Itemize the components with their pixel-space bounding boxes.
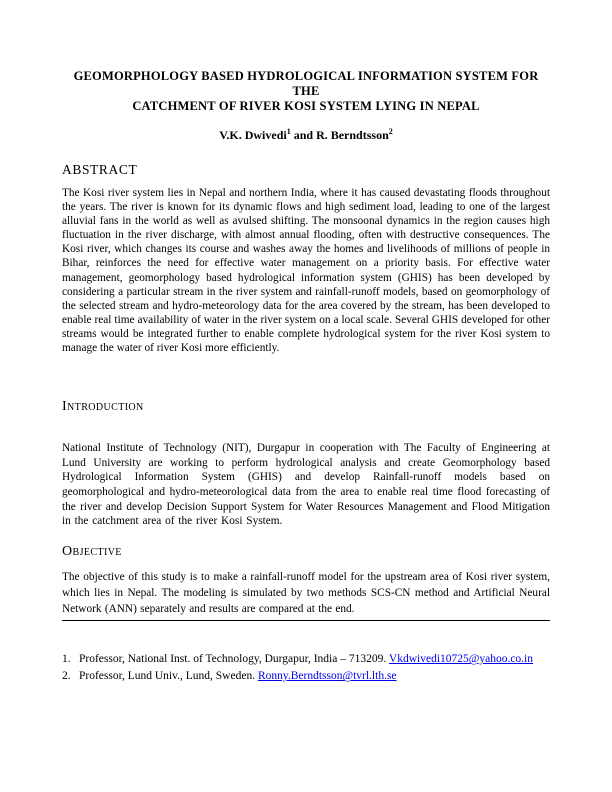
footnote-1	[62, 651, 550, 668]
abstract-heading: ABSTRACT	[62, 162, 138, 177]
authors-separator: and	[290, 128, 317, 142]
footnote-separator-rule	[62, 620, 550, 621]
footnote-2-number: 2.	[62, 670, 71, 683]
abstract-paragraph: The Kosi river system lies in Nepal and northern India, where it has caused devastating floods throughout the years. The river is known for its dynamic flows and high sediment load, leading to one of the largest alluvial fans in the world as well as avulsed shifting. The monsoonal dynamics in the region causes high fluctuation in the river discharge, with almost annual flooding, often with destructive consequences. The Kosi river, which changes its course and washes away the homes and livelihoods of millions of people in Bihar, reinforces the need for effective water management on a priority basis. For effective water management, geomorphology based hydrological information system (GHIS) has been developed by considering a particular stream in the river system and rainfall-runoff models, based on geomorphology of the selected stream and hydro-meteorology data for the area covered by the stream, has been developed to enable real time availability of water in the river system on a local scale. Several GHIS developed for other streams would be integrated further to enable complete hydrological system for the river Kosi system to manage the water of river Kosi more efficiently.	[62, 187, 550, 355]
paper-title-line1: GEOMORPHOLOGY BASED HYDROLOGICAL INFORMATION SYSTEM FOR THE	[73, 69, 539, 98]
footnote-1-affiliation: Professor, National Inst. of Technology, Durgapur, India – 713209.	[79, 653, 389, 666]
footnote-2	[62, 668, 550, 685]
author1-footnote-ref: 1	[286, 127, 291, 136]
footnote-1-text	[79, 651, 550, 668]
objective-paragraph: The objective of this study is to make a rainfall-runoff model for the upstream area of Kosi river system, which lies in Nepal. The modeling is simulated by two methods SCS-CN method and Artificial Neural Network (ANN) separately and results are compared at the end.	[62, 570, 550, 616]
footnote-2-text	[79, 668, 550, 685]
objective-heading: Objective	[62, 543, 122, 559]
introduction-paragraph: National Institute of Technology (NIT), Durgapur in cooperation with The Faculty of Engineering at Lund University are working to perform hydrological analysis and create Geomorphology based Hydrological Information System (GHIS) and develop Rainfall-runoff models based on geomorphological and hydro-meteorological data from the area to enable real time flood forecasting of the river and develop Decision Support System for Water Resources Management and Flood Mitigation in the catchment area of the river Kosi System.	[62, 442, 550, 528]
author1-name: V.K. Dwivedi	[219, 128, 287, 142]
paper-title	[62, 69, 550, 114]
paper-title-line2: CATCHMENT OF RIVER KOSI SYSTEM LYING IN NEPAL	[132, 99, 480, 113]
author2-name: R. Berndtsson	[316, 128, 389, 142]
author2-footnote-ref: 2	[388, 127, 393, 136]
footnotes-block	[62, 651, 550, 685]
footnote-1-number: 1.	[62, 653, 71, 666]
footnote-1-email-link[interactable]: Vkdwivedi10725@yahoo.co.in	[388, 653, 534, 666]
footnote-2-affiliation: Professor, Lund Univ., Lund, Sweden.	[79, 670, 258, 683]
authors-line	[62, 128, 550, 143]
footnote-2-email-link[interactable]: Ronny.Berndtsson@tvrl.lth.se	[257, 670, 397, 683]
introduction-heading: Introduction	[62, 399, 144, 415]
